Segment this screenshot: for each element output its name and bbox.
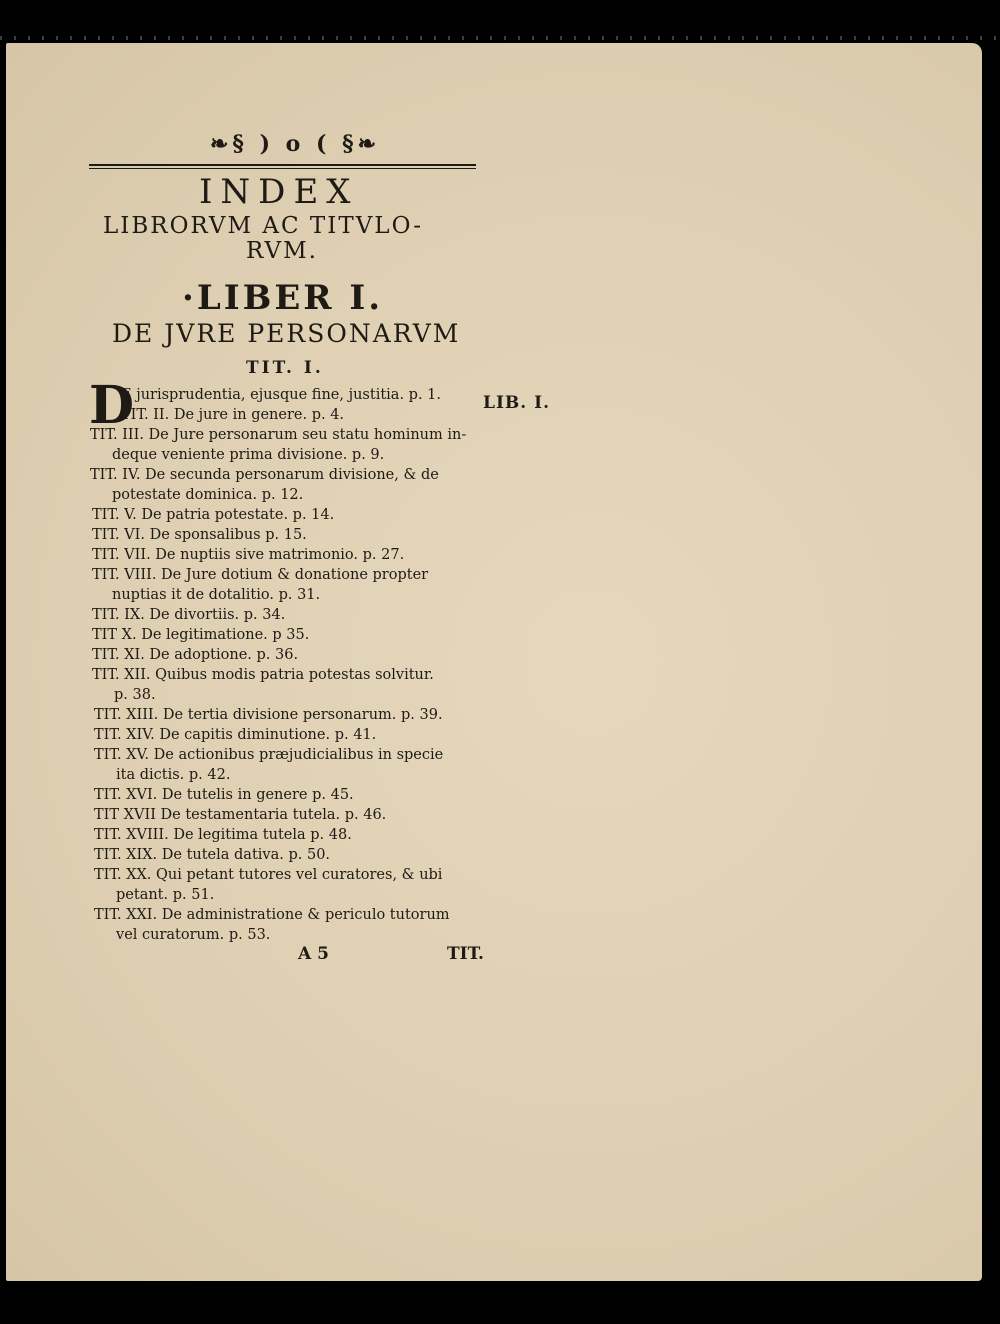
header-rule (89, 164, 476, 166)
index-entry: TIT. VII. De nuptiis sive matrimonio. p. 27. (92, 547, 405, 563)
index-entry: TIT. XIX. De tutela dativa. p. 50. (94, 847, 331, 863)
index-entry: TIT. XII. Quibus modis patria potestas solvitur. (92, 667, 434, 683)
index-entry: TIT X. De legitimatione. p 35. (92, 627, 310, 643)
index-entry: TIT. II. De jure in genere. p. 4. (121, 407, 345, 423)
index-entry: TIT. IV. De secunda personarum divisione, & de (90, 467, 439, 483)
index-entry-continuation: deque veniente prima divisione. p. 9. (112, 447, 385, 463)
first-title-heading: TIT. I. (246, 358, 324, 378)
index-entry: TIT. XXI. De administratione & periculo tutorum (94, 907, 450, 923)
catchword: TIT. (447, 944, 484, 964)
index-entry: TIT. XX. Qui petant tutores vel curatores, & ubi (94, 867, 443, 883)
index-entry-continuation: vel curatorum. p. 53. (116, 927, 271, 943)
index-entry: TIT XVII De testamentaria tutela. p. 46. (94, 807, 387, 823)
book-subtitle: DE JVRE PERSONARVM (112, 319, 461, 348)
index-entry: E jurisprudentia, ejusque fine, justitia. p. 1. (121, 387, 441, 403)
index-entry-continuation: potestate dominica. p. 12. (112, 487, 304, 503)
index-entry: TIT. XIV. De capitis diminutione. p. 41. (94, 727, 377, 743)
drop-cap: D (89, 375, 135, 436)
index-entry-continuation: p. 38. (114, 687, 156, 703)
index-entry: TIT. VI. De sponsalibus p. 15. (92, 527, 307, 543)
index-entry: TIT. XV. De actionibus præjudicialibus in specie (94, 747, 444, 763)
header-ornament: ❧§ ) o ( §❧ (210, 131, 381, 157)
index-entry: TIT. XVIII. De legitima tutela p. 48. (94, 827, 352, 843)
index-entry: TIT. XI. De adoptione. p. 36. (92, 647, 299, 663)
index-entry-continuation: ita dictis. p. 42. (116, 767, 231, 783)
index-entry: TIT. XIII. De tertia divisione personarum. p. 39. (94, 707, 443, 723)
book-title: ·LIBER I. (182, 278, 384, 318)
index-entry-continuation: petant. p. 51. (116, 887, 215, 903)
index-title: INDEX (199, 172, 359, 212)
index-entry: TIT. VIII. De Jure dotium & donatione propter (92, 567, 429, 583)
index-entry-continuation: nuptias it de dotalitio. p. 31. (112, 587, 321, 603)
signature-mark: A 5 (298, 944, 329, 964)
index-subtitle-line1: LIBRORVM AC TITVLO- (103, 213, 424, 239)
index-entry: TIT. XVI. De tutelis in genere p. 45. (94, 787, 354, 803)
index-entry: TIT. III. De Jure personarum seu statu hominum in- (90, 427, 467, 443)
index-entry: TIT. V. De patria potestate. p. 14. (92, 507, 335, 523)
index-entry: TIT. IX. De divortiis. p. 34. (92, 607, 286, 623)
margin-note: LIB. I. (483, 393, 550, 413)
film-border-dots (0, 36, 1000, 40)
index-subtitle-line2: RVM. (246, 238, 318, 264)
header-rule-thin (89, 168, 476, 169)
